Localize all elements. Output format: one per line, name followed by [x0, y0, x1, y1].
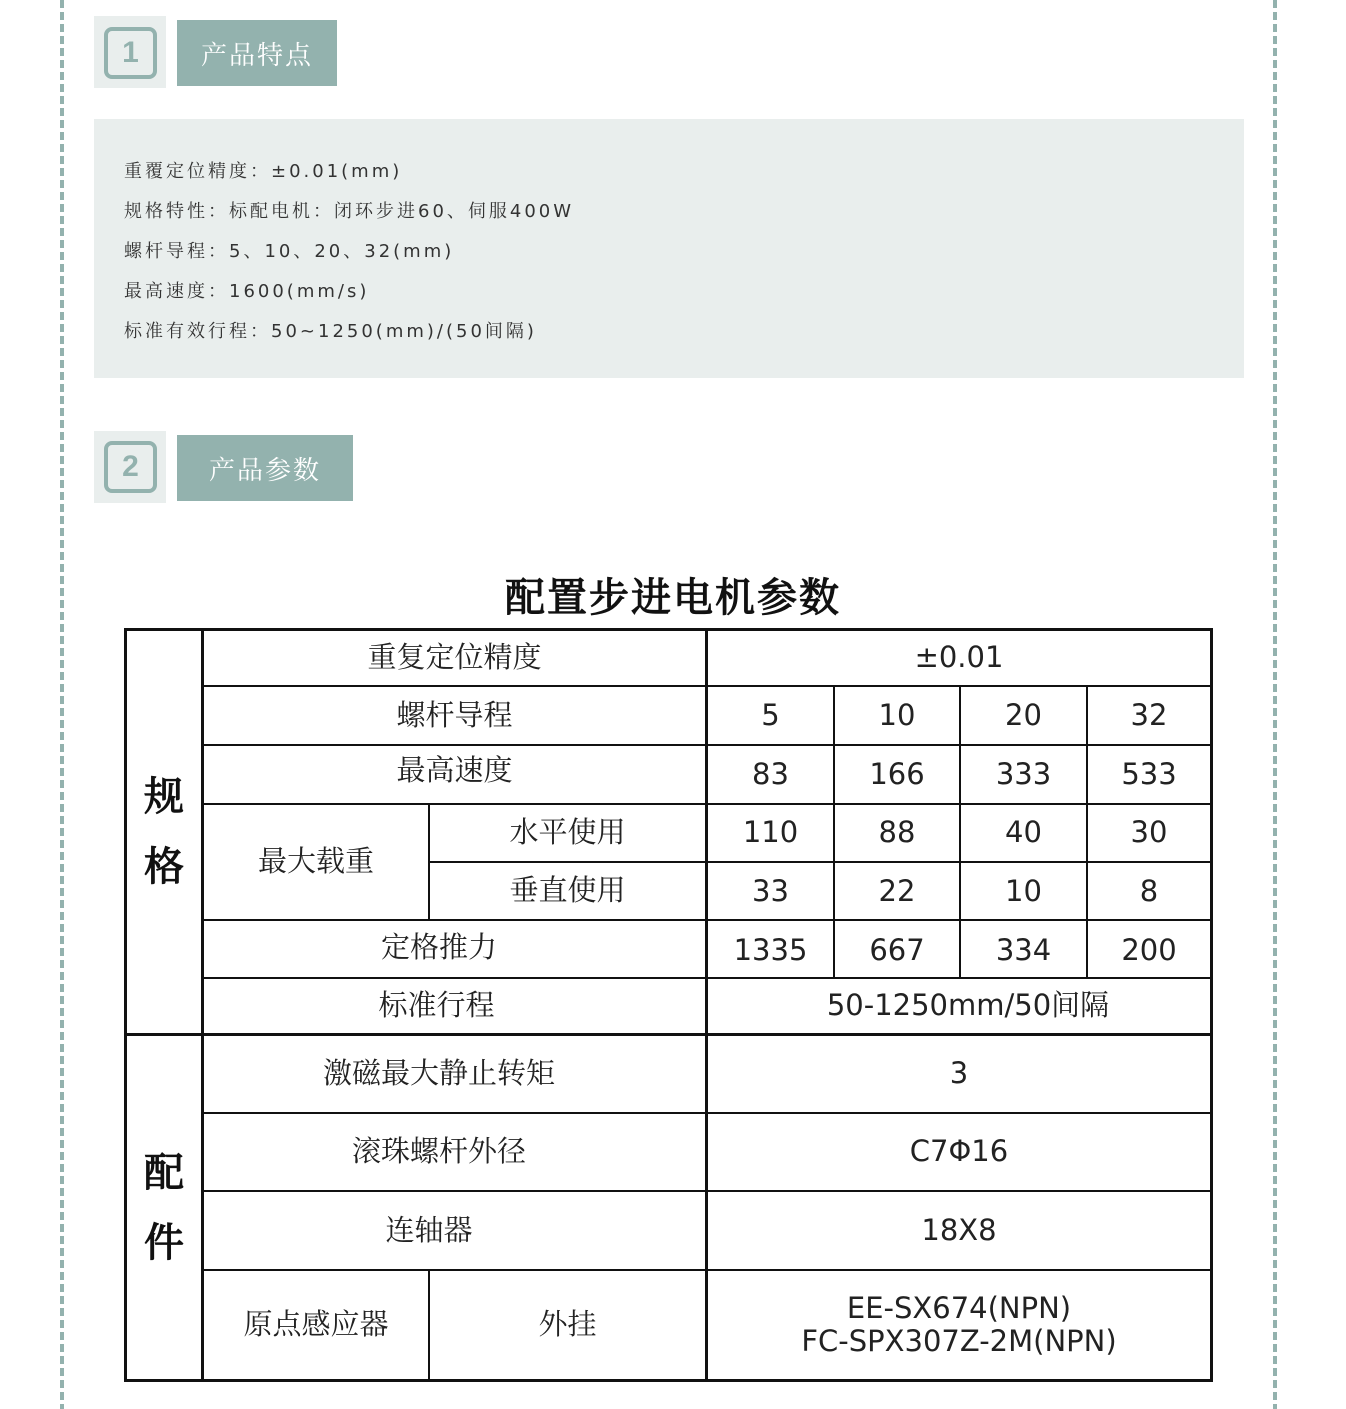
row-value	[708, 1271, 1210, 1379]
cell-value: 5	[761, 697, 780, 732]
sub-row-label: 水平使用	[509, 815, 626, 850]
group-char: 格	[144, 844, 184, 890]
cell-value: 22	[878, 874, 916, 909]
cell-value: 33	[752, 874, 789, 909]
table-border-bottom	[124, 1379, 1213, 1382]
feature-line: 最高速度：1600(mm/s)	[124, 281, 370, 302]
row-value: 3	[949, 1056, 969, 1091]
group-char: 配	[144, 1149, 184, 1196]
group-char: 件	[144, 1219, 184, 1266]
row-value: ±0.01	[914, 640, 1004, 675]
cell-value: 32	[1130, 697, 1168, 732]
cell-value: 30	[1130, 815, 1168, 850]
cell-value: 110	[742, 815, 799, 850]
row-label: 重复定位精度	[367, 640, 542, 675]
row-label: 最大载重	[257, 844, 374, 879]
sub-row-label: 外挂	[538, 1307, 597, 1342]
row-label: 定格推力	[380, 930, 497, 965]
group-label-parts	[127, 1036, 201, 1379]
row-value: C7Φ16	[909, 1134, 1009, 1169]
feature-line: 规格特性：标配电机：闭环步进60、伺服400W	[124, 201, 575, 222]
section-title: 产品参数	[177, 435, 353, 501]
cell-value: 1335	[733, 933, 808, 968]
row-label: 原点感应器	[243, 1307, 389, 1342]
section-number-badge: 2	[104, 441, 157, 493]
cell-value: 200	[1121, 933, 1177, 968]
feature-line: 重覆定位精度：±0.01(mm)	[124, 161, 403, 182]
cell-value: 333	[995, 756, 1052, 791]
sensor-model: EE-SX674(NPN)	[846, 1290, 1072, 1325]
sub-row-label: 垂直使用	[509, 873, 626, 908]
cell-value: 166	[869, 756, 925, 791]
cell-value: 20	[1005, 697, 1042, 732]
cell-value: 40	[1005, 815, 1042, 850]
cell-value: 334	[995, 933, 1052, 968]
group-label-spec	[127, 631, 201, 1033]
table-title: 配置步进电机参数	[505, 575, 841, 621]
feature-line: 标准有效行程：50~1250(mm)/(50间隔)	[124, 321, 537, 342]
feature-line: 螺杆导程：5、10、20、32(mm)	[124, 241, 455, 262]
cell-value: 10	[878, 697, 916, 732]
row-label: 滚珠螺杆外径	[351, 1134, 526, 1169]
cell-value: 83	[752, 756, 789, 791]
row-label: 激磁最大静止转矩	[322, 1056, 555, 1091]
features-panel	[94, 119, 1244, 378]
cell-value: 667	[869, 933, 925, 968]
cell-value: 8	[1139, 874, 1159, 909]
left-dashed-border	[60, 0, 64, 1409]
sensor-model: FC-SPX307Z-2M(NPN)	[801, 1324, 1117, 1358]
cell-value: 533	[1121, 756, 1177, 791]
section-number-badge: 1	[104, 27, 157, 79]
cell-value: 10	[1005, 874, 1042, 909]
row-label: 最高速度	[396, 753, 513, 788]
row-label: 标准行程	[378, 988, 495, 1023]
row-value: 50-1250mm/50间隔	[826, 988, 1110, 1023]
row-label: 螺杆导程	[396, 697, 513, 732]
section-title: 产品特点	[177, 20, 337, 86]
row-value: 18X8	[921, 1212, 997, 1247]
right-dashed-border	[1273, 0, 1277, 1409]
row-label: 连轴器	[385, 1212, 473, 1247]
cell-value: 88	[878, 815, 916, 850]
group-char: 规	[144, 774, 184, 820]
